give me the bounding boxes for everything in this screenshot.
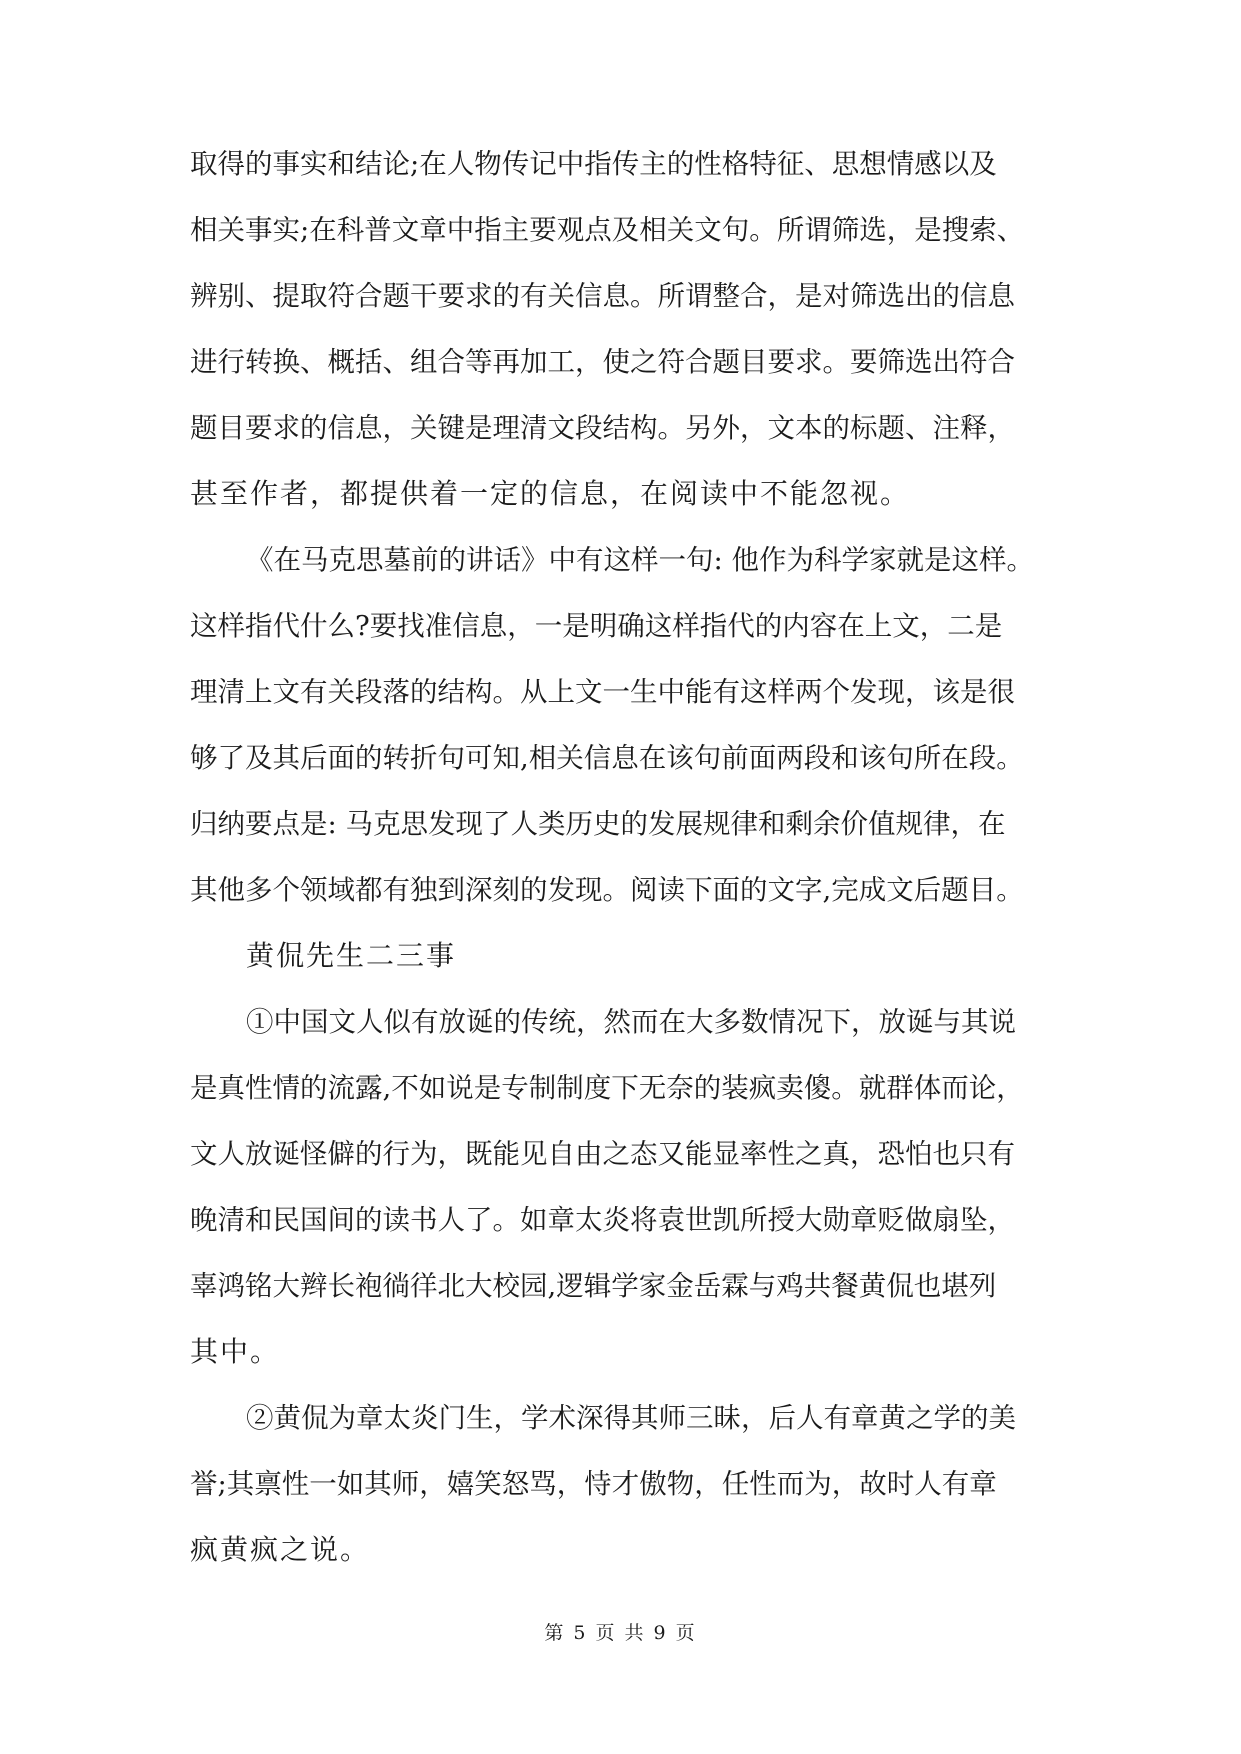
text-line: 其他多个领域都有独到深刻的发现。阅读下面的文字,完成文后题目。 [190,874,1024,906]
text-line: 取得的事实和结论;在人物传记中指传主的性格特征、思想情感以及 [190,148,997,180]
text-line: 其中。 [190,1335,281,1368]
text-line: 题目要求的信息，关键是理清文段结构。另外，文本的标题、注释， [190,412,1015,444]
text-line: 这样指代什么?要找准信息，一是明确这样指代的内容在上文，二是 [190,610,1003,642]
text-line: 够了及其后面的转折句可知,相关信息在该句前面两段和该句所在段。 [190,742,1024,774]
text-line: 甚至作者，都提供着一定的信息，在阅读中不能忽视。 [190,477,911,510]
section-title: 黄侃先生二三事 [246,939,457,972]
text-line: 理清上文有关段落的结构。从上文一生中能有这样两个发现，该是很 [190,676,1015,708]
text-line: ①中国文人似有放诞的传统，然而在大多数情况下，放诞与其说 [246,1006,1016,1038]
text-line: 进行转换、概括、组合等再加工，使之符合题目要求。要筛选出符合 [190,346,1015,378]
page-number-footer: 第 5 页 共 9 页 [544,1622,697,1644]
text-line: 归纳要点是: 马克思发现了人类历史的发展规律和剩余价值规律，在 [190,808,1006,840]
text-line: 《在马克思墓前的讲话》中有这样一句: 他作为科学家就是这样。 [246,544,1035,576]
text-line: 晚清和民国间的读书人了。如章太炎将袁世凯所授大勋章贬做扇坠， [190,1204,1015,1236]
text-line: 誉;其禀性一如其师，嬉笑怒骂，恃才傲物，任性而为，故时人有章 [190,1468,997,1500]
text-line: 相关事实;在科普文章中指主要观点及相关文句。所谓筛选，是搜索、 [190,214,1025,246]
text-line: 文人放诞怪僻的行为，既能见自由之态又能显率性之真，恐怕也只有 [190,1138,1015,1170]
text-line: 疯黄疯之说。 [190,1533,371,1566]
text-line: 辨别、提取符合题干要求的有关信息。所谓整合，是对筛选出的信息 [190,280,1015,312]
text-line: ②黄侃为章太炎门生，学术深得其师三昧，后人有章黄之学的美 [246,1402,1016,1434]
text-line: 是真性情的流露,不如说是专制制度下无奈的装疯卖傻。就群体而论， [190,1072,1024,1104]
text-line: 辜鸿铭大辫长袍徜徉北大校园,逻辑学家金岳霖与鸡共餐黄侃也堪列 [190,1270,997,1302]
